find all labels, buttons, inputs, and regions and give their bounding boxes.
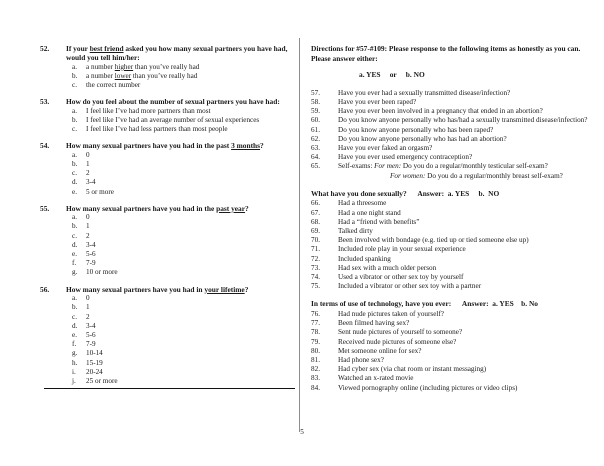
option-letter: b. (72, 303, 78, 312)
option-letter: b. (72, 72, 78, 81)
answer-option[interactable] (72, 232, 295, 241)
item-list-group-1 (311, 89, 596, 181)
option-letter: d. (72, 321, 78, 330)
option-letter: a. (72, 150, 77, 159)
item-text: Do you know anyone personally who has had an abortion? (338, 134, 507, 143)
option-letter: h. (72, 358, 78, 367)
question-number: 56. (40, 284, 50, 294)
question-list (40, 44, 295, 386)
survey-item[interactable] (311, 365, 596, 374)
option-letter: c. (72, 81, 77, 90)
answer-option[interactable] (72, 107, 295, 116)
answer-option-list (40, 63, 295, 91)
item-number: 79. (311, 337, 320, 346)
option-letter: b. (72, 116, 78, 125)
page-number: 5 (300, 428, 304, 436)
item-text: Viewed pornography online (including pictures or video clips) (338, 383, 518, 392)
option-letter: b. (72, 222, 78, 231)
item-list-group-3 (311, 310, 596, 393)
item-number: 77. (311, 319, 320, 328)
survey-item[interactable] (311, 338, 596, 347)
item-number: 72. (311, 254, 320, 263)
option-letter: d. (72, 178, 78, 187)
survey-item[interactable] (311, 126, 596, 135)
survey-item[interactable] (311, 384, 596, 393)
survey-question (40, 204, 295, 278)
section-rule (44, 388, 295, 389)
survey-item[interactable] (311, 116, 596, 125)
answer-option-list (40, 107, 295, 135)
survey-item[interactable] (311, 98, 596, 107)
option-text: the correct number (86, 81, 141, 90)
question-text: How many sexual partners have you had in the past 3 months? (66, 141, 264, 151)
option-text: 0 (86, 150, 90, 159)
answer-option[interactable] (72, 178, 295, 187)
item-number: 66. (311, 199, 320, 208)
option-text: 2 (86, 169, 90, 178)
item-number: 75. (311, 282, 320, 291)
answer-option[interactable] (72, 116, 295, 125)
question-header (40, 44, 295, 63)
column-divider (299, 38, 300, 432)
answer-option[interactable] (72, 268, 295, 277)
question-text: If your best friend asked you how many sexual partners you have had, would you tell him/her: (66, 44, 288, 63)
option-text: I feel like I’ve had more partners than most (86, 106, 211, 115)
survey-item[interactable] (311, 227, 596, 236)
directions-text: Directions for #57-#109: Please response to the following items as honestly as you can. Please answer either: (311, 44, 581, 63)
survey-question (40, 285, 295, 386)
answer-option-list (40, 213, 295, 277)
item-text: Had a one night stand (338, 208, 401, 217)
survey-item[interactable] (311, 245, 596, 254)
answer-option[interactable] (72, 322, 295, 331)
item-text: Do you know anyone personally who has been raped? (338, 125, 494, 134)
item-text: Received nude pictures of someone else? (338, 337, 457, 346)
option-text: 5-6 (86, 250, 96, 259)
answer-option[interactable] (72, 151, 295, 160)
answer-option[interactable] (72, 160, 295, 169)
option-letter: j. (72, 376, 76, 385)
item-text: Included a vibrator or other sex toy with a partner (338, 282, 482, 291)
survey-item[interactable] (311, 273, 596, 282)
survey-item[interactable] (311, 347, 596, 356)
answer-option[interactable] (72, 222, 295, 231)
option-text: 2 (86, 231, 90, 240)
item-text: Watched an x-rated movie (338, 374, 414, 383)
survey-item[interactable] (311, 144, 596, 153)
item-number: 74. (311, 273, 320, 282)
answer-option-list (40, 294, 295, 386)
survey-question (40, 44, 295, 90)
section-heading-sexual-activity: What have you done sexually? Answer: a. YES b. NO (311, 188, 500, 198)
option-text: 25 or more (86, 376, 118, 385)
option-letter: f. (72, 340, 77, 349)
survey-item[interactable] (311, 319, 596, 328)
item-text: Had phone sex? (338, 356, 384, 365)
answer-option[interactable] (72, 303, 295, 312)
item-number: 69. (311, 227, 320, 236)
option-text: a number higher than you’ve really had (86, 62, 200, 71)
italic-phrase: For women: (390, 171, 426, 180)
option-letter: a. (72, 294, 77, 303)
question-header (40, 97, 295, 106)
item-number: 71. (311, 245, 320, 254)
survey-item[interactable] (311, 255, 596, 264)
item-text: Have you ever been involved in a pregnancy that ended in an abortion? (338, 107, 543, 116)
question-header (40, 204, 295, 213)
right-column (311, 44, 596, 393)
option-letter: e. (72, 250, 77, 259)
item-number: 65. (311, 162, 320, 171)
answer-option[interactable] (72, 188, 295, 197)
item-number: 78. (311, 328, 320, 337)
item-text: Have you ever had a sexually transmitted disease/infection? (338, 88, 511, 97)
item-text: Had a threesome (338, 199, 387, 208)
answer-option[interactable] (72, 81, 295, 90)
survey-item[interactable] (311, 153, 596, 162)
answer-option[interactable] (72, 349, 295, 358)
option-letter: c. (72, 231, 77, 240)
survey-item[interactable] (311, 218, 596, 227)
item-text: Had a “friend with benefits” (338, 217, 420, 226)
option-letter: d. (72, 240, 78, 249)
item-text: Sent nude pictures of yourself to someone? (338, 328, 463, 337)
option-text: 3-4 (86, 178, 96, 187)
survey-item[interactable] (311, 89, 596, 98)
underlined-phrase: past year (216, 203, 246, 213)
question-text: How do you feel about the number of sexual partners you have had: (66, 97, 280, 107)
question-text: How many sexual partners have you had in the past year? (66, 203, 249, 213)
answer-option-list (40, 151, 295, 197)
option-text: 7-9 (86, 340, 96, 349)
item-text: Had sex with a much older person (338, 263, 437, 272)
answer-option[interactable] (72, 241, 295, 250)
option-letter: a. (72, 62, 77, 71)
survey-question (40, 141, 295, 196)
answer-option[interactable] (72, 294, 295, 303)
item-number: 59. (311, 107, 320, 116)
item-number: 67. (311, 208, 320, 217)
option-text: 5-6 (86, 330, 96, 339)
item-number: 83. (311, 374, 320, 383)
item-number: 58. (311, 97, 320, 106)
answer-option[interactable] (72, 250, 295, 259)
underlined-phrase: best friend (89, 44, 124, 53)
survey-item[interactable] (311, 328, 596, 337)
option-letter: f. (72, 259, 77, 268)
option-letter: g. (72, 349, 78, 358)
answer-option[interactable] (72, 213, 295, 222)
option-text: I feel like I’ve had an average number of sexual experiences (86, 116, 260, 125)
answer-option[interactable] (72, 72, 295, 81)
item-text: Been involved with bondage (e.g. tied up or tied someone else up) (338, 236, 529, 245)
option-letter: c. (72, 312, 77, 321)
underlined-phrase: lower (114, 72, 132, 81)
option-letter: e. (72, 330, 77, 339)
option-text: 3-4 (86, 240, 96, 249)
survey-item[interactable] (311, 209, 596, 218)
option-text: 1 (86, 160, 90, 169)
italic-phrase: For men: (374, 162, 402, 171)
option-letter: a. (72, 213, 77, 222)
option-letter: g. (72, 268, 78, 277)
question-header (40, 285, 295, 294)
item-number: 81. (311, 356, 320, 365)
option-text: 0 (86, 213, 90, 222)
item-number: 57. (311, 88, 320, 97)
item-text: Have you ever faked an orgasm? (338, 144, 433, 152)
option-text: 10-14 (86, 349, 103, 358)
left-column (40, 44, 295, 393)
survey-item[interactable] (311, 374, 596, 383)
item-text-line: Self-exams: For men: Do you do a regular/monthly testicular self-exam? (338, 162, 548, 171)
item-number: 76. (311, 310, 320, 319)
answer-option[interactable] (72, 259, 295, 268)
survey-item[interactable] (311, 264, 596, 273)
survey-item[interactable] (311, 356, 596, 365)
survey-item[interactable] (311, 236, 596, 245)
answer-option[interactable] (72, 331, 295, 340)
answer-option[interactable] (72, 377, 295, 386)
option-letter: a. (72, 106, 77, 115)
item-number: 64. (311, 153, 320, 162)
item-text: Been filmed having sex? (338, 319, 410, 328)
item-text (338, 162, 596, 180)
option-letter: e. (72, 187, 77, 196)
item-list-group-2 (311, 199, 596, 291)
underlined-phrase: your lifetime (204, 284, 245, 294)
item-number: 60. (311, 116, 320, 125)
item-number: 73. (311, 263, 320, 272)
option-letter: b. (72, 160, 78, 169)
item-text: Used a vibrator or other sex toy by yourself (338, 273, 464, 282)
survey-item[interactable] (311, 135, 596, 144)
item-text: Met someone online for sex? (338, 346, 422, 355)
option-text: 2 (86, 312, 90, 321)
option-text: 5 or more (86, 187, 114, 196)
option-text: 0 (86, 294, 90, 303)
item-number: 63. (311, 144, 320, 152)
option-text: 1 (86, 222, 90, 231)
answer-option[interactable] (72, 125, 295, 134)
item-text: Have you ever used emergency contraception? (338, 153, 473, 162)
question-number: 55. (40, 203, 50, 213)
item-text: Talked dirty (338, 227, 373, 236)
answer-option[interactable] (72, 169, 295, 178)
answer-option[interactable] (72, 359, 295, 368)
survey-item[interactable] (311, 162, 596, 180)
item-number: 70. (311, 236, 320, 245)
option-text: 7-9 (86, 259, 96, 268)
item-number: 61. (311, 125, 320, 134)
item-text: Had cyber sex (via chat room or instant messaging) (338, 365, 487, 374)
survey-item[interactable] (311, 107, 596, 116)
option-text: 15-19 (86, 358, 103, 367)
item-number: 68. (311, 217, 320, 226)
option-letter: i. (72, 367, 76, 376)
survey-question (40, 97, 295, 134)
question-text: How many sexual partners have you had in your lifetime? (66, 284, 249, 294)
item-number: 82. (311, 365, 320, 374)
option-text: I feel like I’ve had less partners than most people (86, 125, 228, 134)
item-number: 80. (311, 346, 320, 355)
option-text: 10 or more (86, 268, 118, 277)
option-letter: c. (72, 125, 77, 134)
question-header (40, 141, 295, 150)
underlined-phrase: higher (114, 62, 134, 71)
item-text-line-secondary: For women: Do you do a regular/monthly breast self-exam? (390, 171, 563, 180)
item-text: Do you know anyone personally who has/had a sexually transmitted disease/infection? (338, 116, 588, 125)
item-text: Included spanking (338, 254, 391, 263)
question-number: 53. (40, 97, 50, 107)
option-text: a number lower than you’ve really had (86, 72, 198, 81)
question-number: 54. (40, 141, 50, 151)
survey-item[interactable] (311, 282, 596, 291)
option-letter: c. (72, 169, 77, 178)
underlined-phrase: 3 months (231, 141, 261, 151)
section-heading-technology: In terms of use of technology, have you ever: Answer: a. YES b. No (311, 299, 538, 309)
item-text: Included role play in your sexual experience (338, 245, 466, 254)
item-number: 84. (311, 383, 320, 392)
option-text: 3-4 (86, 321, 96, 330)
item-number: 62. (311, 134, 320, 143)
question-number: 52. (40, 44, 50, 53)
answer-option[interactable] (72, 313, 295, 322)
survey-item[interactable] (311, 310, 596, 319)
answer-choices-line: a. YES or b. NO (359, 70, 425, 80)
item-text: Have you ever been raped? (338, 97, 417, 106)
survey-item[interactable] (311, 199, 596, 208)
item-text: Had nude pictures taken of yourself? (338, 310, 444, 319)
answer-option[interactable] (72, 368, 295, 377)
option-text: 1 (86, 303, 90, 312)
answer-option[interactable] (72, 340, 295, 349)
option-text: 20-24 (86, 367, 103, 376)
answer-option[interactable] (72, 63, 295, 72)
